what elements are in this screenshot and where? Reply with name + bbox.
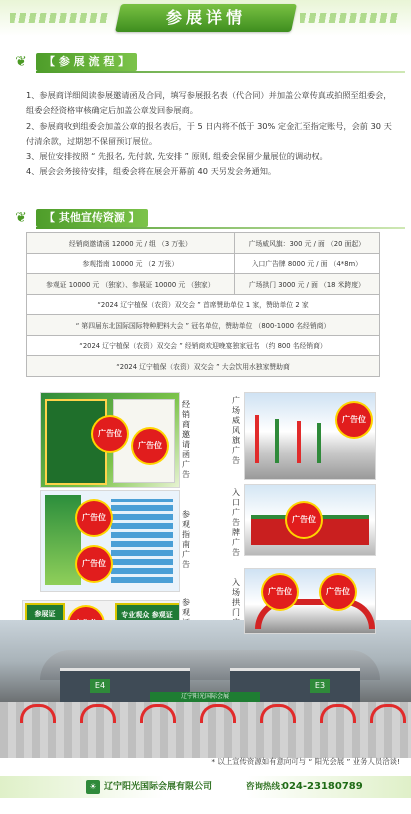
process-item: 4、展会会务接待安排，组委会将在展会开幕前 40 天另发会务通知。 <box>26 166 277 177</box>
company-logo-icon: ☀ <box>86 780 100 794</box>
table-cell: “2024 辽宁植保（农资）双交会 ” 大会饮用水独家赞助商 <box>27 356 380 377</box>
process-item: 3、展位安排按照 “ 先报名, 先付款, 先安排 ” 原则, 组委会保留少量展位的调动权。 <box>26 151 328 162</box>
ad-slot-badge: 广告位 <box>93 417 127 451</box>
table-row <box>27 233 380 254</box>
header-stripe-right <box>300 13 400 23</box>
invitation-ad-label: 经销商邀请函广告 <box>182 400 190 479</box>
ad-slot-badge: 广告位 <box>263 575 297 609</box>
leaf-icon: ❦ <box>15 54 27 70</box>
guide-ad-image <box>40 490 180 592</box>
pass-back-text: 专业观众 参观证 <box>121 611 173 619</box>
invitation-ad-image <box>40 392 180 488</box>
table-row <box>27 356 380 377</box>
section-rule <box>36 71 405 73</box>
pass-front-text: 参展证 <box>34 610 56 618</box>
process-section-title: 【 参 展 流 程 】 <box>36 53 137 71</box>
resources-section-header <box>6 208 405 228</box>
resources-section-title: 【 其他宣传资源 】 <box>36 209 148 227</box>
flag-pole <box>255 415 259 463</box>
table-cell: “ 第四届东北国际国际特种肥料大会 ” 冠名单位，赞助单位 （800-1000 名经销商） <box>27 315 380 336</box>
hotline-label: 咨询热线： <box>246 782 289 792</box>
venue-banner: 辽宁阳光国际会展 <box>150 692 260 702</box>
footer <box>0 776 411 798</box>
hall-e4-label: E4 <box>90 679 110 693</box>
table-cell: 经销商邀请函 12000 元 / 组 （3 万张） <box>27 233 235 254</box>
leaf-icon: ❦ <box>15 210 27 226</box>
company-name: 辽宁阳光国际会展有限公司 <box>104 782 213 792</box>
ad-slot-badge: 广告位 <box>133 429 167 463</box>
table-row <box>27 294 380 315</box>
ad-slot-badge: 广告位 <box>287 503 321 537</box>
ad-slot-badge: 广告位 <box>337 403 371 437</box>
guide-floorplan <box>111 499 173 583</box>
table-cell: 参观证 10000 元 （独家）、参展证 10000 元 （独家） <box>27 274 235 295</box>
process-item: 1、参展商详细阅读参展邀请函及合同，填写参展报名表（代合同）并加盖公章传真或拍照至组委会，组委会经资格审核确定后加盖公章发回参展商。 <box>26 90 392 116</box>
flag-pole <box>297 421 301 463</box>
table-row <box>27 315 380 336</box>
ad-slot-badge: 广告位 <box>321 575 355 609</box>
table-cell: 入口广告牌 8000 元 / 面 （4*8m） <box>234 253 379 274</box>
table-cell: “2024 辽宁植保（农资）双交会 ” 首席赞助单位 1 家，赞助单位 2 家 <box>27 294 380 315</box>
table-row <box>27 274 380 295</box>
section-rule <box>36 227 405 229</box>
table-cell: 参观指南 10000 元 （2 万张） <box>27 253 235 274</box>
table-cell: 广场威风旗：300 元 / 面 （20 面起） <box>234 233 379 254</box>
arch-ad-image <box>244 568 376 634</box>
process-item: 2、参展商收到组委会加盖公章的报名表后，于 5 日内将不低于 30% 定金汇至指定账号，会前 30 天付清余款，过期恕不保留预订展位。 <box>26 120 392 146</box>
pass-ad-label: 参观 <box>182 598 190 617</box>
entrance-ad-image <box>244 484 376 556</box>
table-row <box>27 335 380 356</box>
resources-table <box>26 232 380 377</box>
flag-pole <box>317 423 321 463</box>
header-stripe-left <box>10 13 110 23</box>
flag-pole <box>275 419 279 463</box>
process-list <box>26 88 394 180</box>
hotline-number[interactable]: 024-23180789 <box>282 781 363 792</box>
page-title: 参展详情 <box>165 8 246 27</box>
venue-photo <box>0 620 411 758</box>
guide-cover <box>45 495 81 585</box>
ad-slot-badge: 广告位 <box>77 547 111 581</box>
resources-note: * 以上宣传资源如有意向可与 “ 阳光会展 ” 业务人员洽谈! <box>211 757 400 766</box>
process-section-header <box>6 52 405 72</box>
flag-ad-image <box>244 392 376 480</box>
table-cell: 广场拱门 3000 元 / 面 （18 米跨度） <box>234 274 379 295</box>
entrance-ad-label: 入口广告牌广告 <box>232 488 240 557</box>
ad-slot-badge: 广告位 <box>77 501 111 535</box>
hall-e3-label: E3 <box>310 679 330 693</box>
arch-ad-label: 入场拱门 <box>232 578 240 617</box>
flag-ad-label: 广场威风旗广告 <box>232 396 240 465</box>
guide-ad-label: 参观指南广告 <box>182 510 190 569</box>
table-row <box>27 253 380 274</box>
table-cell: “2024 辽宁植保（农资）双交会 ” 经销商欢迎晚宴独家冠名 （约 800 名经销商） <box>27 335 380 356</box>
